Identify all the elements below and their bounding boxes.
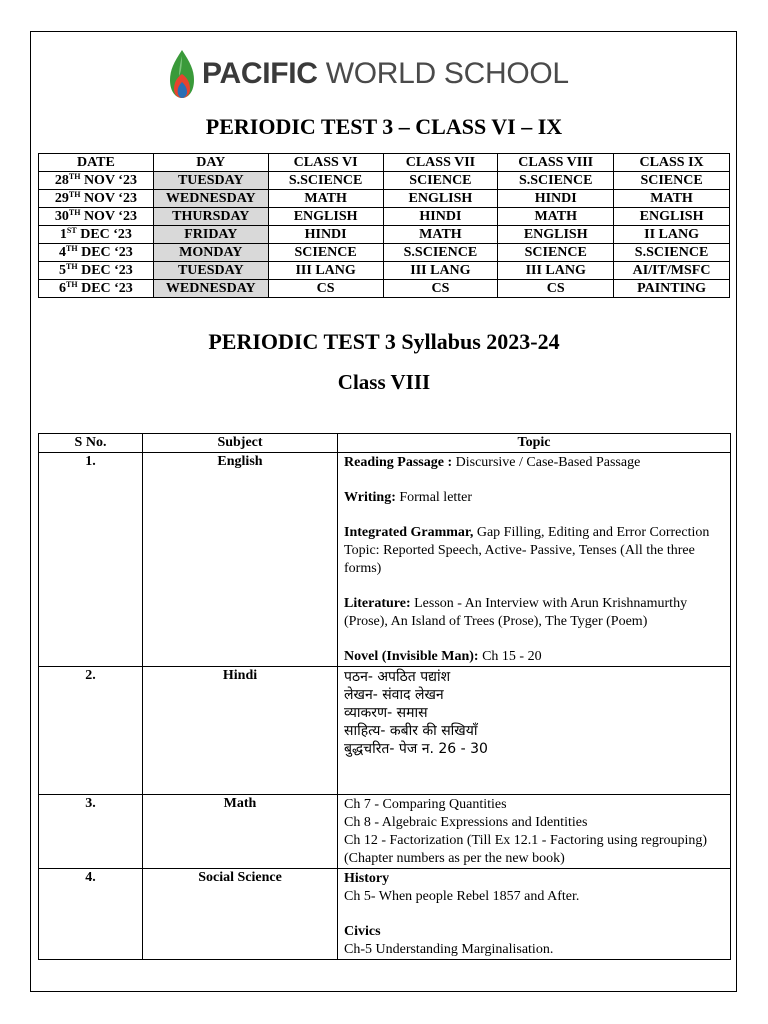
class-vi-subject: III LANG xyxy=(268,262,383,280)
exam-schedule-table xyxy=(38,153,730,298)
schedule-row xyxy=(39,244,730,262)
grammar-line: Integrated Grammar, Gap Filling, Editing and Error Correction xyxy=(344,525,710,540)
class-vi-subject: SCIENCE xyxy=(268,244,383,262)
class-vii-subject: III LANG xyxy=(383,262,498,280)
schedule-title: PERIODIC TEST 3 – CLASS VI – IX xyxy=(205,114,563,139)
header-class-ix: CLASS IX xyxy=(614,154,730,172)
class-ix-subject: MATH xyxy=(614,190,730,208)
class-ix-subject: II LANG xyxy=(614,226,730,244)
history-heading: History xyxy=(344,871,390,886)
civics-line: Ch-5 Understanding Marginalisation. xyxy=(344,942,554,957)
subject-name: Hindi xyxy=(143,667,338,795)
class-ix-subject: S.SCIENCE xyxy=(614,244,730,262)
exam-date: 30TH NOV ‘23 xyxy=(39,208,154,226)
class-ix-subject: AI/IT/MSFC xyxy=(614,262,730,280)
schedule-row xyxy=(39,262,730,280)
exam-date: 5TH DEC ‘23 xyxy=(39,262,154,280)
hindi-topic-line: व्याकरण- समास xyxy=(344,705,428,721)
schedule-row xyxy=(39,208,730,226)
math-topic-line: (Chapter numbers as per the new book) xyxy=(344,851,565,866)
row-number: 1. xyxy=(39,453,143,667)
class-vii-subject: CS xyxy=(383,280,498,298)
class-viii-subject: S.SCIENCE xyxy=(498,172,614,190)
exam-day: FRIDAY xyxy=(153,226,268,244)
class-viii-subject: ENGLISH xyxy=(498,226,614,244)
class-vii-subject: S.SCIENCE xyxy=(383,244,498,262)
topic-cell xyxy=(338,869,731,960)
exam-day: WEDNESDAY xyxy=(153,280,268,298)
header-subject: Subject xyxy=(143,434,338,453)
class-vii-subject: ENGLISH xyxy=(383,190,498,208)
class-vii-subject: MATH xyxy=(383,226,498,244)
syllabus-table xyxy=(38,433,731,960)
exam-day: MONDAY xyxy=(153,244,268,262)
exam-date: 4TH DEC ‘23 xyxy=(39,244,154,262)
subject-name: Math xyxy=(143,795,338,869)
syllabus-row-social-science xyxy=(39,869,731,960)
schedule-row xyxy=(39,226,730,244)
math-topic-line: Ch 12 - Factorization (Till Ex 12.1 - Factoring using regrouping) xyxy=(344,833,708,848)
header-class-viii: CLASS VIII xyxy=(498,154,614,172)
header-topic: Topic xyxy=(338,434,731,453)
header-day: DAY xyxy=(153,154,268,172)
syllabus-row-math xyxy=(39,795,731,869)
syllabus-row-english xyxy=(39,453,731,667)
class-vii-subject: SCIENCE xyxy=(383,172,498,190)
schedule-row xyxy=(39,280,730,298)
class-title: Class VIII xyxy=(337,370,431,394)
civics-heading: Civics xyxy=(344,924,381,939)
syllabus-title: PERIODIC TEST 3 Syllabus 2023-24 xyxy=(208,329,560,354)
syllabus-header-row xyxy=(39,434,731,453)
topic-cell xyxy=(338,795,731,869)
class-vi-subject: MATH xyxy=(268,190,383,208)
class-vi-subject: CS xyxy=(268,280,383,298)
row-number: 4. xyxy=(39,869,143,960)
schedule-header-row xyxy=(39,154,730,172)
class-viii-subject: HINDI xyxy=(498,190,614,208)
literature-line: Literature: Lesson - An Interview with Arun Krishnamurthy (Prose), An Island of Trees (Prose), The Tyger (Poem) xyxy=(344,596,688,629)
row-number: 2. xyxy=(39,667,143,795)
syllabus-row-hindi xyxy=(39,667,731,795)
header-sno: S No. xyxy=(39,434,143,453)
hindi-topic-line: पठन- अपठित पद्यांश xyxy=(344,669,451,685)
math-topic-line: Ch 8 - Algebraic Expressions and Identities xyxy=(344,815,588,830)
header-class-vii: CLASS VII xyxy=(383,154,498,172)
hindi-topic-line: बुद्धचरित- पेज न. 26 - 30 xyxy=(344,741,488,757)
hindi-topic-line: साहित्य- कबीर की सखियाँ xyxy=(344,723,478,739)
row-number: 3. xyxy=(39,795,143,869)
class-ix-subject: ENGLISH xyxy=(614,208,730,226)
novel-line: Novel (Invisible Man): Ch 15 - 20 xyxy=(344,649,542,664)
history-line: Ch 5- When people Rebel 1857 and After. xyxy=(344,889,580,904)
class-ix-subject: SCIENCE xyxy=(614,172,730,190)
class-vi-subject: ENGLISH xyxy=(268,208,383,226)
header-class-vi: CLASS VI xyxy=(268,154,383,172)
topic-cell xyxy=(338,453,731,667)
reading-line: Reading Passage : Discursive / Case-Based Passage xyxy=(344,455,641,470)
math-topic-line: Ch 7 - Comparing Quantities xyxy=(344,797,507,812)
class-ix-subject: PAINTING xyxy=(614,280,730,298)
exam-day: WEDNESDAY xyxy=(153,190,268,208)
exam-day: THURSDAY xyxy=(153,208,268,226)
class-vii-subject: HINDI xyxy=(383,208,498,226)
leaf-drop-icon xyxy=(166,48,198,100)
header-date: DATE xyxy=(39,154,154,172)
class-viii-subject: MATH xyxy=(498,208,614,226)
hindi-topic-line: लेखन- संवाद लेखन xyxy=(344,687,444,703)
exam-day: TUESDAY xyxy=(153,262,268,280)
school-logo xyxy=(166,48,569,100)
class-viii-subject: III LANG xyxy=(498,262,614,280)
exam-date: 29TH NOV ‘23 xyxy=(39,190,154,208)
class-vi-subject: HINDI xyxy=(268,226,383,244)
subject-name: English xyxy=(143,453,338,667)
exam-date: 1ST DEC ‘23 xyxy=(39,226,154,244)
schedule-row xyxy=(39,172,730,190)
topic-cell xyxy=(338,667,731,795)
grammar-topic-line: Topic: Reported Speech, Active- Passive, Tenses (All the three forms) xyxy=(344,543,695,576)
class-vi-subject: S.SCIENCE xyxy=(268,172,383,190)
exam-date: 6TH DEC ‘23 xyxy=(39,280,154,298)
class-viii-subject: SCIENCE xyxy=(498,244,614,262)
schedule-row xyxy=(39,190,730,208)
subject-name: Social Science xyxy=(143,869,338,960)
class-viii-subject: CS xyxy=(498,280,614,298)
exam-date: 28TH NOV ‘23 xyxy=(39,172,154,190)
logo-wordmark: PACIFIC WORLD SCHOOL xyxy=(202,57,569,90)
exam-day: TUESDAY xyxy=(153,172,268,190)
writing-line: Writing: Formal letter xyxy=(344,490,473,505)
